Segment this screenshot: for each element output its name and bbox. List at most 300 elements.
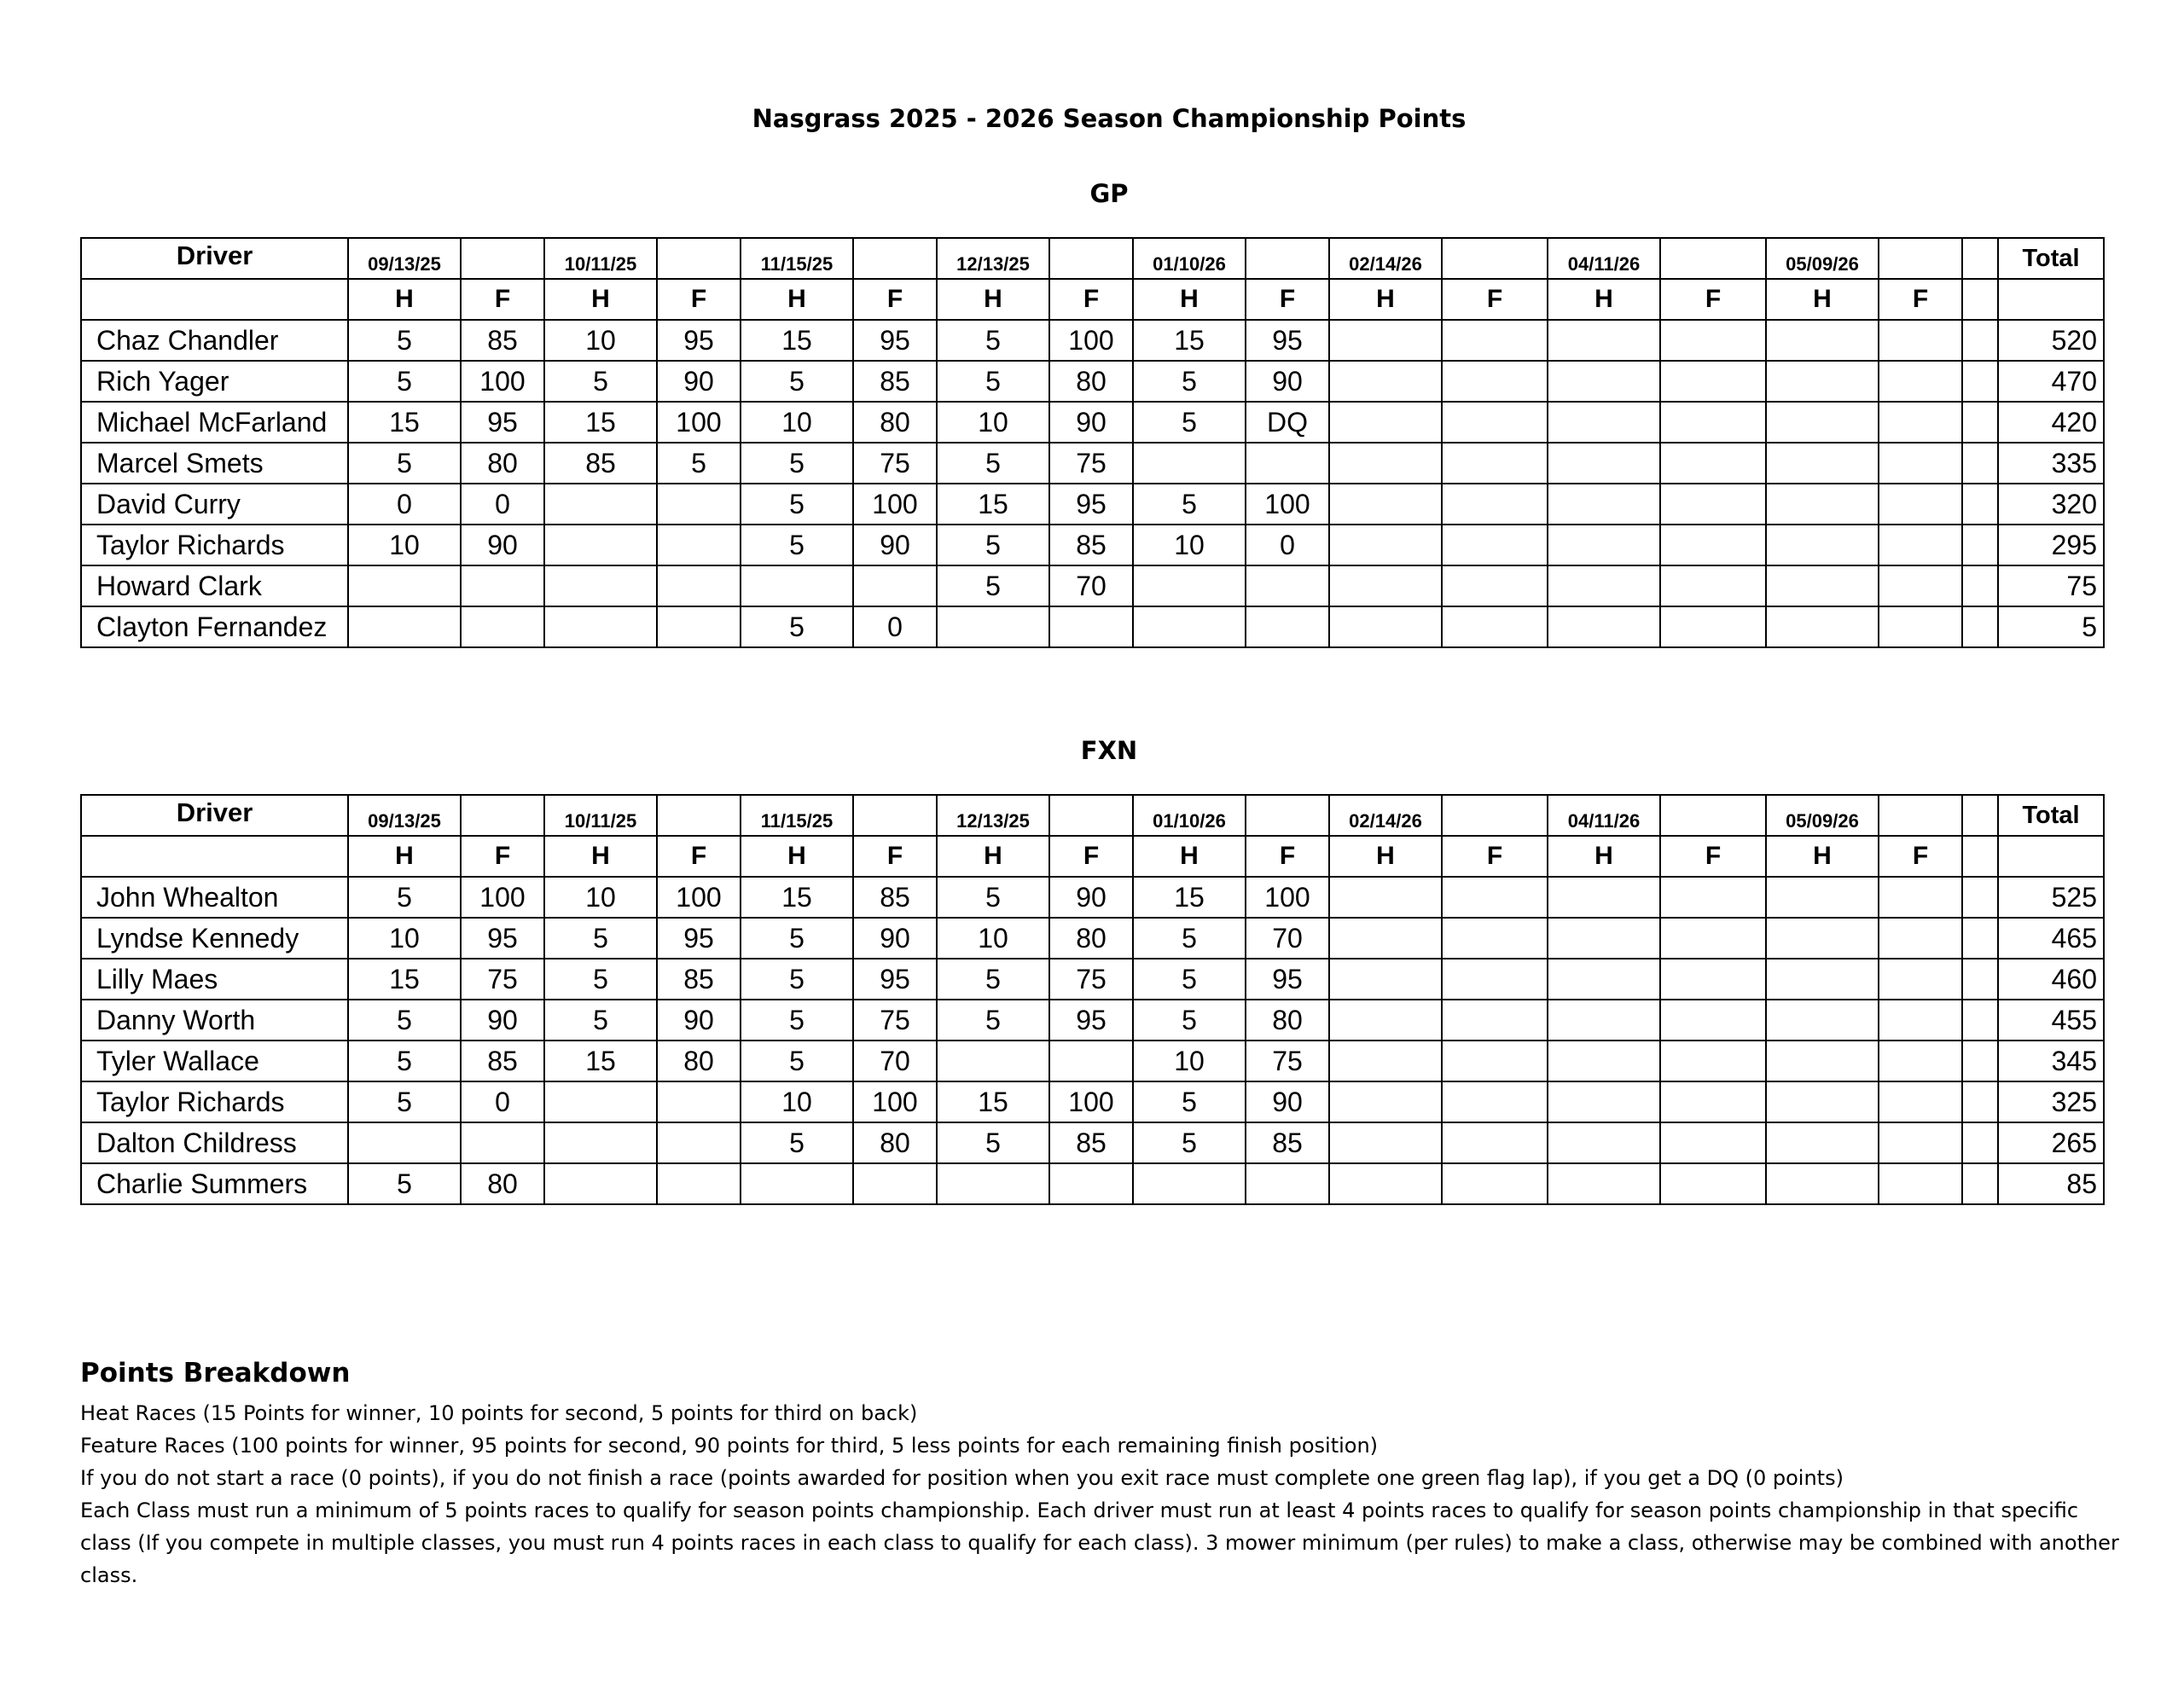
date-header-blank: [657, 238, 741, 279]
feature-points-cell: 100: [657, 402, 741, 443]
race-date-header: 02/14/26: [1329, 795, 1442, 836]
table-row: [81, 959, 2104, 1000]
feature-column-header: F: [1442, 836, 1548, 877]
feature-points-cell: [1879, 1163, 1962, 1204]
heat-points-cell: 5: [348, 1163, 461, 1204]
driver-column-header: Driver: [81, 795, 348, 836]
heat-points-cell: 5: [348, 320, 461, 361]
heat-points-cell: [1548, 606, 1660, 647]
feature-points-cell: [1246, 443, 1329, 484]
table-row: [81, 402, 2104, 443]
heat-points-cell: [1329, 484, 1442, 525]
heat-column-header: H: [544, 836, 657, 877]
table-row: [81, 443, 2104, 484]
heat-points-cell: 10: [741, 1081, 853, 1122]
heat-points-cell: 5: [1133, 402, 1246, 443]
feature-points-cell: 100: [1049, 320, 1133, 361]
heat-points-cell: [1766, 320, 1879, 361]
spacer-cell: [1962, 959, 1998, 1000]
total-points-cell: 520: [1998, 320, 2104, 361]
feature-points-cell: [1442, 606, 1548, 647]
feature-points-cell: [1660, 484, 1766, 525]
feature-column-header: F: [461, 279, 544, 320]
spacer-header: [1962, 795, 1998, 836]
heat-points-cell: [1548, 443, 1660, 484]
spacer-header: [1962, 279, 1998, 320]
feature-points-cell: [1442, 1163, 1548, 1204]
driver-name: Danny Worth: [81, 1000, 348, 1041]
heat-points-cell: 15: [937, 1081, 1049, 1122]
heat-points-cell: 10: [544, 320, 657, 361]
feature-column-header: F: [1660, 279, 1766, 320]
feature-points-cell: [1660, 959, 1766, 1000]
heat-points-cell: [1766, 1000, 1879, 1041]
heat-points-cell: [348, 606, 461, 647]
feature-points-cell: [1246, 565, 1329, 606]
heat-points-cell: 5: [741, 484, 853, 525]
driver-name: Michael McFarland: [81, 402, 348, 443]
heat-column-header: H: [937, 836, 1049, 877]
feature-points-cell: 90: [853, 918, 937, 959]
date-header-blank: [1660, 238, 1766, 279]
feature-points-cell: 85: [1246, 1122, 1329, 1163]
date-header-blank: [1879, 238, 1962, 279]
driver-name: Howard Clark: [81, 565, 348, 606]
heat-points-cell: [1329, 877, 1442, 918]
spacer-cell: [1962, 1081, 1998, 1122]
header-row-dates: [81, 238, 2104, 279]
heat-column-header: H: [1329, 279, 1442, 320]
feature-points-cell: 70: [1049, 565, 1133, 606]
feature-points-cell: [1442, 918, 1548, 959]
heat-points-cell: [1133, 1163, 1246, 1204]
date-header-blank: [1879, 795, 1962, 836]
heat-points-cell: [348, 565, 461, 606]
heat-points-cell: 15: [348, 402, 461, 443]
heat-points-cell: 5: [937, 361, 1049, 402]
heat-points-cell: 5: [937, 565, 1049, 606]
feature-points-cell: 75: [853, 1000, 937, 1041]
feature-points-cell: [657, 525, 741, 565]
heat-points-cell: 5: [937, 1122, 1049, 1163]
total-points-cell: 295: [1998, 525, 2104, 565]
heat-points-cell: 5: [1133, 959, 1246, 1000]
table-row: [81, 565, 2104, 606]
spacer-cell: [1962, 361, 1998, 402]
feature-points-cell: 0: [1246, 525, 1329, 565]
feature-points-cell: 0: [461, 1081, 544, 1122]
total-points-cell: 455: [1998, 1000, 2104, 1041]
feature-column-header: F: [1246, 279, 1329, 320]
feature-points-cell: [1442, 1081, 1548, 1122]
heat-points-cell: 5: [937, 959, 1049, 1000]
feature-column-header: F: [1660, 836, 1766, 877]
heat-column-header: H: [348, 279, 461, 320]
heat-points-cell: 15: [741, 877, 853, 918]
heat-points-cell: 5: [1133, 918, 1246, 959]
race-date-header: 09/13/25: [348, 795, 461, 836]
driver-column-header: Driver: [81, 238, 348, 279]
date-header-blank: [1660, 795, 1766, 836]
feature-points-cell: [657, 484, 741, 525]
breakdown-line: Each Class must run a minimum of 5 points races to qualify for season points championship. Each driver must run at least 4 points races to qualify for season points championship in that specific class (If you compete in multiple classes, you must run 4 points races in each class to qualify for each class). 3 mower minimum (per rules) to make a class, otherwise may be combined with another class.: [80, 1499, 2119, 1587]
heat-points-cell: 5: [741, 443, 853, 484]
heat-points-cell: 5: [348, 877, 461, 918]
header-row-heat-feature: [81, 836, 2104, 877]
feature-column-header: F: [1246, 836, 1329, 877]
race-date-header: 12/13/25: [937, 795, 1049, 836]
feature-points-cell: 0: [461, 484, 544, 525]
table-row: [81, 1000, 2104, 1041]
total-points-cell: 85: [1998, 1163, 2104, 1204]
feature-points-cell: [1660, 320, 1766, 361]
heat-points-cell: 0: [348, 484, 461, 525]
race-date-header: 09/13/25: [348, 238, 461, 279]
feature-points-cell: [657, 1163, 741, 1204]
feature-points-cell: 100: [853, 484, 937, 525]
feature-column-header: F: [1442, 279, 1548, 320]
feature-points-cell: 85: [1049, 525, 1133, 565]
total-points-cell: 420: [1998, 402, 2104, 443]
feature-points-cell: [853, 1163, 937, 1204]
feature-points-cell: 90: [1049, 402, 1133, 443]
heat-points-cell: [1133, 443, 1246, 484]
table-row: [81, 484, 2104, 525]
breakdown-heading: Points Breakdown: [80, 1358, 351, 1388]
heat-points-cell: 5: [544, 918, 657, 959]
breakdown-line: Feature Races (100 points for winner, 95 points for second, 90 points for third, 5 less points for each remaining finish position): [80, 1434, 1379, 1458]
feature-points-cell: 85: [657, 959, 741, 1000]
heat-points-cell: 5: [937, 320, 1049, 361]
driver-name: Dalton Childress: [81, 1122, 348, 1163]
heat-points-cell: 5: [937, 525, 1049, 565]
heat-points-cell: [1548, 565, 1660, 606]
feature-points-cell: 75: [1049, 959, 1133, 1000]
spacer-cell: [1962, 606, 1998, 647]
heat-points-cell: [1766, 918, 1879, 959]
heat-column-header: H: [1766, 279, 1879, 320]
heat-points-cell: 5: [348, 361, 461, 402]
table-row: [81, 877, 2104, 918]
total-points-cell: 325: [1998, 1081, 2104, 1122]
date-header-blank: [657, 795, 741, 836]
feature-points-cell: 85: [853, 361, 937, 402]
heat-points-cell: 5: [741, 1000, 853, 1041]
heat-points-cell: 5: [741, 918, 853, 959]
heat-points-cell: [348, 1122, 461, 1163]
driver-subheader-blank: [81, 279, 348, 320]
feature-points-cell: [1660, 606, 1766, 647]
heat-points-cell: [1766, 606, 1879, 647]
feature-points-cell: 80: [657, 1041, 741, 1081]
driver-subheader-blank: [81, 836, 348, 877]
table-row: [81, 525, 2104, 565]
heat-points-cell: [1548, 1081, 1660, 1122]
feature-column-header: F: [461, 836, 544, 877]
date-header-blank: [1049, 238, 1133, 279]
table-row: [81, 1122, 2104, 1163]
points-table-fxn: [80, 794, 2105, 1205]
date-header-blank: [1442, 238, 1548, 279]
feature-points-cell: [1442, 320, 1548, 361]
feature-points-cell: 95: [1246, 320, 1329, 361]
heat-points-cell: 10: [348, 525, 461, 565]
spacer-cell: [1962, 877, 1998, 918]
heat-points-cell: [1329, 1122, 1442, 1163]
heat-points-cell: [1548, 877, 1660, 918]
heat-points-cell: [1329, 606, 1442, 647]
feature-column-header: F: [853, 279, 937, 320]
feature-points-cell: [1442, 402, 1548, 443]
heat-column-header: H: [1548, 279, 1660, 320]
feature-points-cell: 90: [1049, 877, 1133, 918]
feature-points-cell: 95: [853, 320, 937, 361]
feature-points-cell: [1049, 606, 1133, 647]
feature-points-cell: 95: [1049, 484, 1133, 525]
feature-points-cell: [1660, 1000, 1766, 1041]
driver-name: Lyndse Kennedy: [81, 918, 348, 959]
heat-points-cell: 15: [937, 484, 1049, 525]
driver-name: Rich Yager: [81, 361, 348, 402]
heat-points-cell: 5: [544, 361, 657, 402]
feature-points-cell: 80: [1049, 918, 1133, 959]
feature-points-cell: [1049, 1163, 1133, 1204]
feature-points-cell: [1442, 959, 1548, 1000]
feature-points-cell: [1660, 443, 1766, 484]
heat-points-cell: [1329, 1000, 1442, 1041]
heat-column-header: H: [1766, 836, 1879, 877]
feature-points-cell: [1879, 361, 1962, 402]
heat-points-cell: [1766, 361, 1879, 402]
class-title-gp: GP: [1089, 179, 1129, 208]
points-breakdown: [80, 1358, 2128, 1591]
feature-points-cell: [1879, 320, 1962, 361]
feature-points-cell: 85: [461, 320, 544, 361]
date-header-blank: [1246, 795, 1329, 836]
feature-points-cell: 95: [657, 918, 741, 959]
feature-points-cell: [1660, 525, 1766, 565]
driver-name: Taylor Richards: [81, 1081, 348, 1122]
date-header-blank: [461, 238, 544, 279]
heat-points-cell: 15: [1133, 877, 1246, 918]
race-date-header: 01/10/26: [1133, 795, 1246, 836]
feature-points-cell: 5: [657, 443, 741, 484]
heat-points-cell: 5: [937, 443, 1049, 484]
race-date-header: 10/11/25: [544, 795, 657, 836]
feature-points-cell: 80: [461, 443, 544, 484]
heat-points-cell: [1548, 1122, 1660, 1163]
heat-points-cell: 5: [348, 1081, 461, 1122]
race-date-header: 01/10/26: [1133, 238, 1246, 279]
feature-points-cell: [1442, 1122, 1548, 1163]
feature-points-cell: 100: [461, 361, 544, 402]
spacer-cell: [1962, 484, 1998, 525]
feature-points-cell: 100: [657, 877, 741, 918]
heat-points-cell: [1548, 1000, 1660, 1041]
feature-points-cell: [1660, 1081, 1766, 1122]
feature-points-cell: [1246, 606, 1329, 647]
spacer-cell: [1962, 918, 1998, 959]
heat-points-cell: [1548, 402, 1660, 443]
feature-points-cell: 75: [461, 959, 544, 1000]
feature-points-cell: [1879, 1081, 1962, 1122]
race-date-header: 10/11/25: [544, 238, 657, 279]
feature-points-cell: [1879, 443, 1962, 484]
feature-points-cell: [1879, 606, 1962, 647]
heat-points-cell: [1548, 1041, 1660, 1081]
feature-points-cell: [657, 1122, 741, 1163]
feature-points-cell: [1660, 918, 1766, 959]
heat-points-cell: 15: [741, 320, 853, 361]
feature-points-cell: [657, 565, 741, 606]
feature-points-cell: [1879, 1041, 1962, 1081]
feature-points-cell: 95: [1049, 1000, 1133, 1041]
heat-points-cell: [1766, 525, 1879, 565]
spacer-cell: [1962, 565, 1998, 606]
feature-points-cell: 75: [1049, 443, 1133, 484]
heat-points-cell: [1548, 1163, 1660, 1204]
total-subheader-blank: [1998, 836, 2104, 877]
heat-points-cell: [1766, 1081, 1879, 1122]
feature-points-cell: 90: [1246, 361, 1329, 402]
heat-points-cell: [1548, 525, 1660, 565]
table-row: [81, 320, 2104, 361]
heat-points-cell: 10: [348, 918, 461, 959]
race-date-header: 04/11/26: [1548, 795, 1660, 836]
date-header-blank: [1049, 795, 1133, 836]
feature-points-cell: [1049, 1041, 1133, 1081]
race-date-header: 02/14/26: [1329, 238, 1442, 279]
feature-points-cell: [657, 606, 741, 647]
feature-points-cell: 95: [657, 320, 741, 361]
spacer-cell: [1962, 1000, 1998, 1041]
feature-points-cell: 80: [853, 402, 937, 443]
date-header-blank: [1442, 795, 1548, 836]
heat-points-cell: [1329, 320, 1442, 361]
feature-points-cell: [461, 1122, 544, 1163]
heat-points-cell: 5: [741, 959, 853, 1000]
breakdown-line: If you do not start a race (0 points), if you do not finish a race (points awarded for position when you exit race must complete one green flag lap), if you get a DQ (0 points): [80, 1466, 1844, 1490]
feature-points-cell: 100: [1246, 484, 1329, 525]
feature-points-cell: [1879, 877, 1962, 918]
heat-points-cell: 10: [937, 918, 1049, 959]
feature-points-cell: 85: [853, 877, 937, 918]
heat-points-cell: [1329, 918, 1442, 959]
heat-points-cell: [937, 606, 1049, 647]
breakdown-line: Heat Races (15 Points for winner, 10 points for second, 5 points for third on back): [80, 1401, 918, 1425]
header-row-dates: [81, 795, 2104, 836]
heat-points-cell: [1133, 606, 1246, 647]
heat-points-cell: [1766, 402, 1879, 443]
driver-name: Chaz Chandler: [81, 320, 348, 361]
page-title: Nasgrass 2025 - 2026 Season Championship Points: [752, 104, 1467, 133]
feature-points-cell: 90: [657, 361, 741, 402]
heat-points-cell: 5: [348, 443, 461, 484]
heat-points-cell: [1329, 1163, 1442, 1204]
table-row: [81, 606, 2104, 647]
heat-points-cell: [1329, 565, 1442, 606]
feature-points-cell: 100: [1049, 1081, 1133, 1122]
heat-points-cell: [544, 565, 657, 606]
heat-points-cell: [1548, 918, 1660, 959]
feature-column-header: F: [1879, 836, 1962, 877]
heat-points-cell: 85: [544, 443, 657, 484]
feature-points-cell: [1879, 1000, 1962, 1041]
feature-points-cell: DQ: [1246, 402, 1329, 443]
heat-points-cell: 15: [544, 402, 657, 443]
heat-points-cell: [1329, 525, 1442, 565]
table-row: [81, 1163, 2104, 1204]
heat-points-cell: [544, 606, 657, 647]
feature-points-cell: [1879, 525, 1962, 565]
heat-points-cell: [544, 1122, 657, 1163]
feature-points-cell: [1442, 1000, 1548, 1041]
heat-points-cell: 5: [937, 877, 1049, 918]
heat-points-cell: 5: [348, 1000, 461, 1041]
heat-points-cell: 15: [348, 959, 461, 1000]
feature-points-cell: [1660, 361, 1766, 402]
driver-name: Charlie Summers: [81, 1163, 348, 1204]
feature-points-cell: 70: [853, 1041, 937, 1081]
heat-points-cell: [1766, 443, 1879, 484]
total-points-cell: 345: [1998, 1041, 2104, 1081]
feature-points-cell: [1879, 1122, 1962, 1163]
heat-points-cell: 5: [1133, 1122, 1246, 1163]
feature-points-cell: [1660, 1163, 1766, 1204]
feature-points-cell: 95: [853, 959, 937, 1000]
driver-name: Lilly Maes: [81, 959, 348, 1000]
feature-column-header: F: [1049, 836, 1133, 877]
heat-points-cell: 5: [1133, 1000, 1246, 1041]
feature-points-cell: 0: [853, 606, 937, 647]
heat-points-cell: 5: [741, 606, 853, 647]
feature-points-cell: 95: [461, 918, 544, 959]
heat-points-cell: 5: [544, 1000, 657, 1041]
feature-points-cell: [1442, 361, 1548, 402]
feature-points-cell: 95: [461, 402, 544, 443]
date-header-blank: [853, 795, 937, 836]
total-column-header: Total: [1998, 795, 2104, 836]
heat-points-cell: 5: [741, 525, 853, 565]
heat-column-header: H: [741, 836, 853, 877]
feature-points-cell: 70: [1246, 918, 1329, 959]
heat-points-cell: [741, 1163, 853, 1204]
heat-points-cell: 5: [741, 1041, 853, 1081]
total-points-cell: 320: [1998, 484, 2104, 525]
total-points-cell: 465: [1998, 918, 2104, 959]
feature-points-cell: 90: [461, 1000, 544, 1041]
heat-column-header: H: [1133, 279, 1246, 320]
feature-points-cell: [1442, 877, 1548, 918]
feature-points-cell: 80: [853, 1122, 937, 1163]
heat-points-cell: [1329, 1041, 1442, 1081]
heat-points-cell: [544, 484, 657, 525]
feature-column-header: F: [1049, 279, 1133, 320]
feature-points-cell: [1246, 1163, 1329, 1204]
heat-column-header: H: [348, 836, 461, 877]
heat-points-cell: 5: [348, 1041, 461, 1081]
driver-name: David Curry: [81, 484, 348, 525]
heat-points-cell: 10: [544, 877, 657, 918]
heat-points-cell: 5: [937, 1000, 1049, 1041]
race-date-header: 12/13/25: [937, 238, 1049, 279]
heat-column-header: H: [937, 279, 1049, 320]
feature-points-cell: [1879, 565, 1962, 606]
feature-points-cell: 95: [1246, 959, 1329, 1000]
class-title-fxn: FXN: [1080, 736, 1138, 765]
points-table-gp: [80, 237, 2105, 648]
heat-points-cell: [937, 1041, 1049, 1081]
